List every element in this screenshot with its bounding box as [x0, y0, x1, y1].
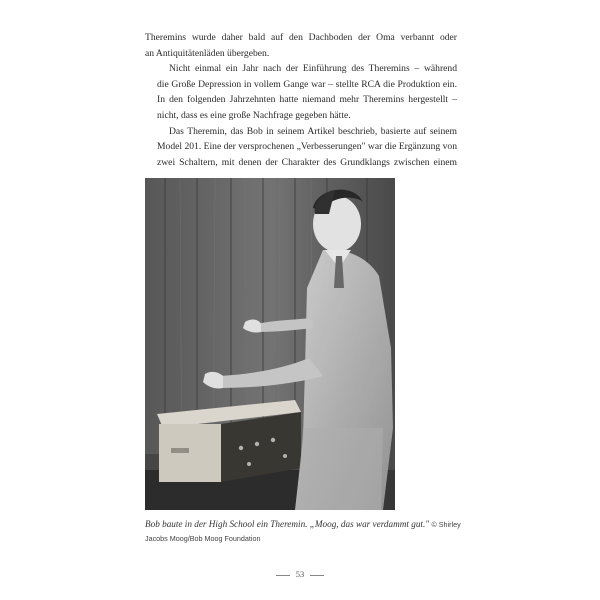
photo-illustration	[145, 178, 395, 510]
text-line: zwei Schaltern, mit denen der Charakter des Grundklangs zwischen einem	[157, 156, 457, 168]
text-line: In den folgenden Jahrzehnten hatte niemand mehr Theremins hergestellt –	[157, 94, 457, 106]
text-line: Theremins wurde daher bald auf den Dachboden der Oma verbannt oder	[145, 32, 457, 43]
paragraph-2	[145, 61, 457, 123]
paragraph-1	[145, 30, 457, 61]
text-line: Model 201. Eine der versprochenen „Verbesserungen" war die Ergänzung von	[157, 141, 457, 153]
theremin-photo	[145, 178, 395, 510]
text-line: Das Theremin, das Bob in seinem Artikel beschrieb, basierte auf seinem	[169, 125, 457, 137]
body-text	[145, 30, 457, 170]
text-line: an Antiquitätenläden übergeben.	[145, 47, 270, 59]
folio-dash-left	[276, 575, 290, 576]
text-line: Nicht einmal ein Jahr nach der Einführung des Theremins – während	[169, 63, 457, 75]
page-number-text: 53	[295, 569, 305, 579]
page-number	[0, 569, 600, 579]
paragraph-3	[145, 124, 457, 171]
photo-caption	[145, 518, 465, 545]
folio-dash-right	[310, 575, 324, 576]
text-line: die Große Depression in vollem Gange war – stellte RCA die Produktion ein.	[157, 78, 457, 90]
photo-credit: © Shirley Jacobs Moog/Bob Moog Foundation	[145, 520, 461, 543]
text-line: nicht, dass es eine große Nachfrage gegeben hätte.	[157, 109, 351, 121]
caption-text: Bob baute in der High School ein Theremin. „Moog, das war verdammt gut."	[145, 519, 430, 529]
